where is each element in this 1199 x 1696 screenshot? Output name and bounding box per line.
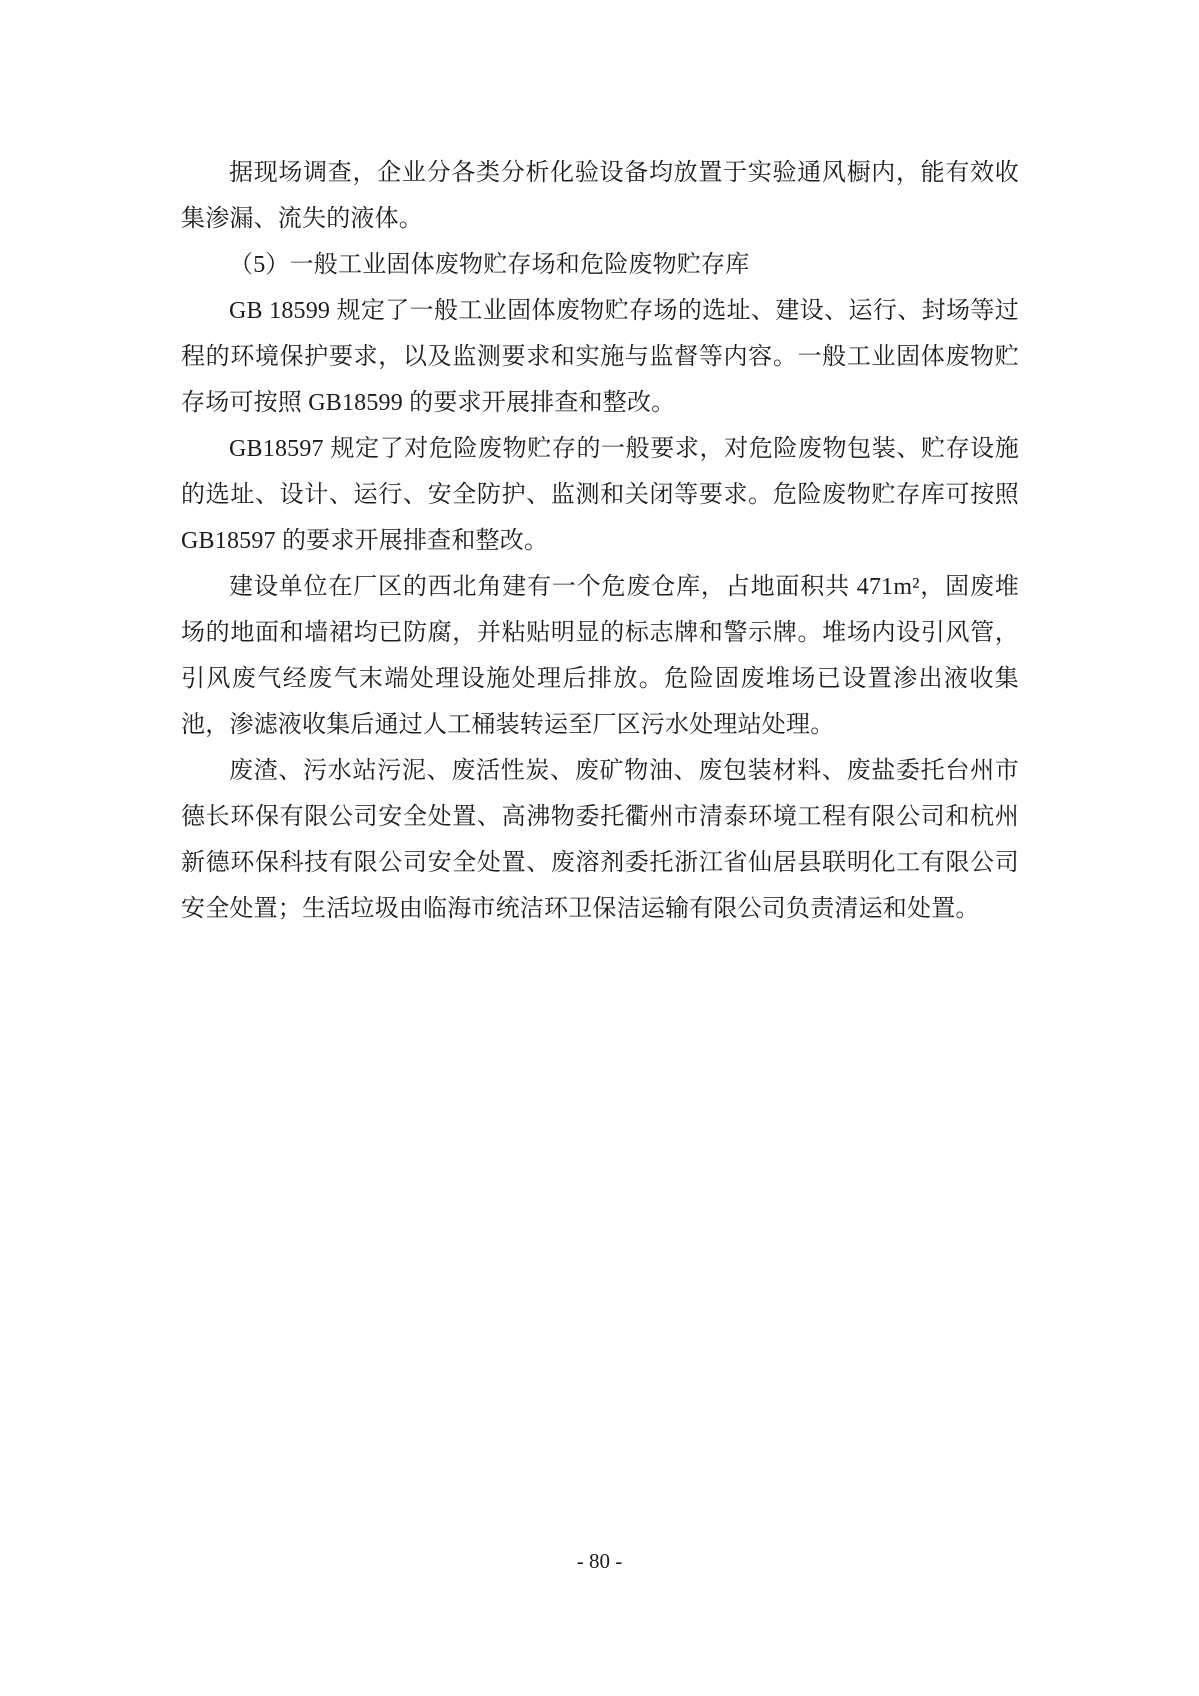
page-footer <box>0 1549 1199 1573</box>
paragraph-waste-disposal-entrustment: 废渣、污水站污泥、废活性炭、废矿物油、废包装材料、废盐委托台州市德长环保有限公司安全处置、高沸物委托衢州市清泰环境工程有限公司和杭州新德环保科技有限公司安全处置、废溶剂委托浙江省仙居县联明化工有限公司安全处置；生活垃圾由临海市统洁环卫保洁运输有限公司负责清运和处置。 <box>181 758 1019 922</box>
paragraph-gb18599: GB 18599 规定了一般工业固体废物贮存场的选址、建设、运行、封场等过程的环境保护要求，以及监测要求和实施与监督等内容。一般工业固体废物贮存场可按照 GB18599 的要求开展排查和整改。 <box>181 298 1019 416</box>
paragraph-gb18597: GB18597 规定了对危险废物贮存的一般要求，对危险废物包装、贮存设施的选址、设计、运行、安全防护、监测和关闭等要求。危险废物贮存库可按照 GB18597 的要求开展排查和整改。 <box>181 436 1019 554</box>
paragraph-lab-equipment: 据现场调查，企业分各类分析化验设备均放置于实验通风橱内，能有效收集渗漏、流失的液体。 <box>181 160 1019 232</box>
document-body <box>181 150 1019 932</box>
page-number: - 80 - <box>576 1549 623 1573</box>
section-heading-5: （5）一般工业固体废物贮存场和危险废物贮存库 <box>229 252 750 278</box>
paragraph-hazardous-warehouse: 建设单位在厂区的西北角建有一个危废仓库，占地面积共 471m²，固废堆场的地面和墙裙均已防腐，并粘贴明显的标志牌和警示牌。堆场内设引风管，引风废气经废气末端处理设施处理后排放。危险固废堆场已设置渗出液收集池，渗滤液收集后通过人工桶装转运至厂区污水处理站处理。 <box>181 574 1019 738</box>
